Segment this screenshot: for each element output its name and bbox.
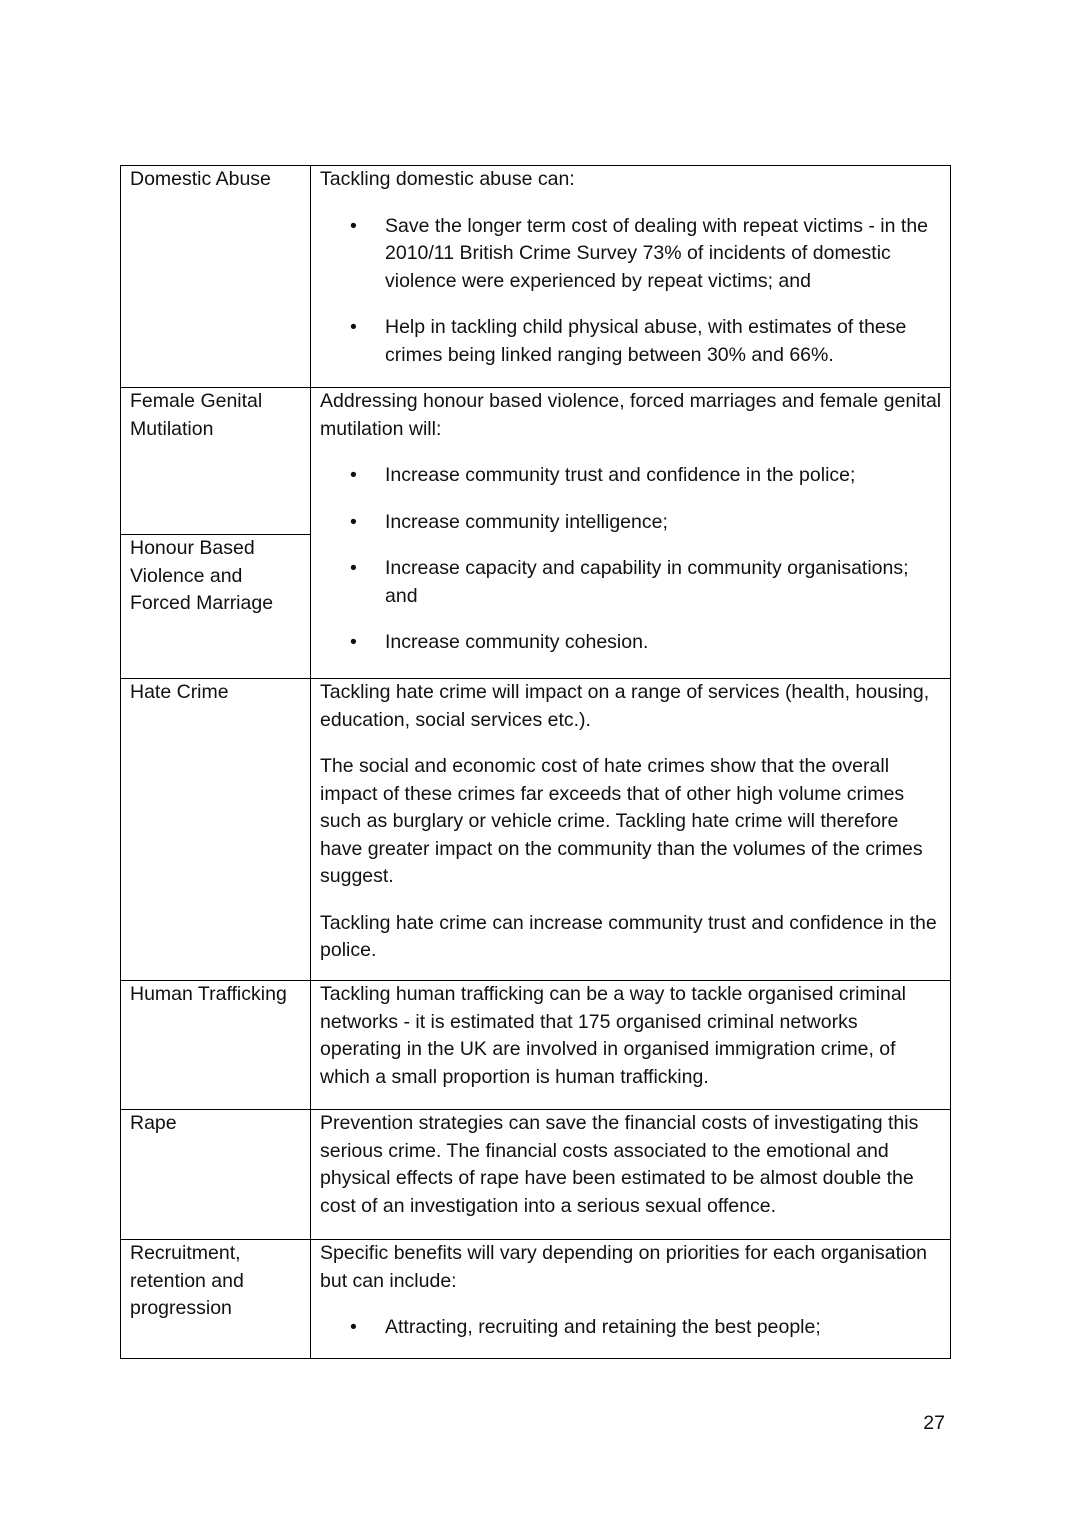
list-item [320,314,942,369]
list-item [320,462,942,490]
bullet-icon: • [350,464,357,486]
bullet-text: Save the longer term cost of dealing with repeat victims - in the 2010/11 British Crime Survey 73% of incidents of domestic violence were experienced by repeat victims; and [385,214,929,292]
hate-crime-paragraph: Tackling hate crime can increase community trust and confidence in the police. [320,911,937,961]
row-label-cell [121,388,311,535]
row-label-cell [121,1110,311,1240]
bullet-icon: • [350,1316,357,1338]
fgm-hbv-intro: Addressing honour based violence, forced marriages and female genital mutilation will: [320,390,942,440]
page-number: 27 [923,1412,945,1434]
row-content-cell [311,388,951,679]
bullet-text: Increase capacity and capability in community organisations; and [385,557,909,607]
row-content-cell [311,166,951,388]
bullet-icon: • [350,214,357,237]
row-label-domestic-abuse: Domestic Abuse [130,168,271,190]
recruitment-bullets [320,1314,942,1342]
bullet-icon: • [350,316,357,338]
bullet-icon: • [350,557,357,579]
human-trafficking-text: Tackling human trafficking can be a way to tackle organised criminal networks - it is estimated that 175 organised criminal networks operating in the UK are involved in organised immigration crime, of which a small proportion is human trafficking. [320,983,907,1088]
bullet-icon: • [350,510,357,533]
bullet-text: Attracting, recruiting and retaining the best people; [385,1316,821,1338]
row-label-hate-crime: Hate Crime [130,681,229,703]
bullet-text: Increase community intelligence; [385,510,668,533]
list-item [320,1314,942,1342]
row-label-rape: Rape [130,1112,177,1134]
benefits-table [120,165,951,1359]
table-row-domestic-abuse [121,166,951,388]
rape-text: Prevention strategies can save the financial costs of investigating this serious crime. The financial costs associated to the emotional and physical effects of rape have been estimated to be almost double the cost of an investigation into a serious sexual offence. [320,1112,919,1217]
table-row-human-trafficking [121,981,951,1110]
row-content-cell [311,981,951,1110]
hate-crime-paragraph: The social and economic cost of hate crimes show that the overall impact of these crimes far exceeds that of other high volume crimes such as burglary or vehicle crime. Tackling hate crime will therefore have greater impact on the community than the volumes of the crimes suggest. [320,755,923,887]
row-label-hbv: Honour Based Violence and Forced Marriage [130,537,274,614]
domestic-abuse-bullets [320,213,942,370]
row-label-cell [121,981,311,1110]
row-content-cell [311,1240,951,1359]
table-row-fgm [121,388,951,535]
recruitment-intro: Specific benefits will vary depending on priorities for each organisation but can include: [320,1242,928,1292]
table-row-hate-crime [121,679,951,981]
bullet-text: Help in tackling child physical abuse, with estimates of these crimes being linked ranging between 30% and 66%. [385,316,907,366]
row-label-cell [121,1240,311,1359]
row-content-cell [311,679,951,981]
row-label-cell [121,535,311,679]
bullet-text: Increase community cohesion. [385,631,649,653]
list-item [320,213,942,296]
row-content-cell [311,1110,951,1240]
list-item [320,555,942,610]
hate-crime-paragraph: Tackling hate crime will impact on a range of services (health, housing, education, social services etc.). [320,681,930,731]
row-label-recruitment: Recruitment, retention and progression [130,1242,244,1319]
table-row-recruitment [121,1240,951,1359]
bullet-text: Increase community trust and confidence in the police; [385,464,856,486]
row-label-fgm: Female Genital Mutilation [130,390,263,440]
bullet-icon: • [350,631,357,653]
row-label-human-trafficking: Human Trafficking [130,983,287,1005]
row-label-cell [121,166,311,388]
row-label-cell [121,679,311,981]
domestic-abuse-intro: Tackling domestic abuse can: [320,168,575,190]
list-item [320,509,942,537]
list-item [320,629,942,657]
fgm-hbv-bullets [320,462,942,657]
table-row-rape [121,1110,951,1240]
